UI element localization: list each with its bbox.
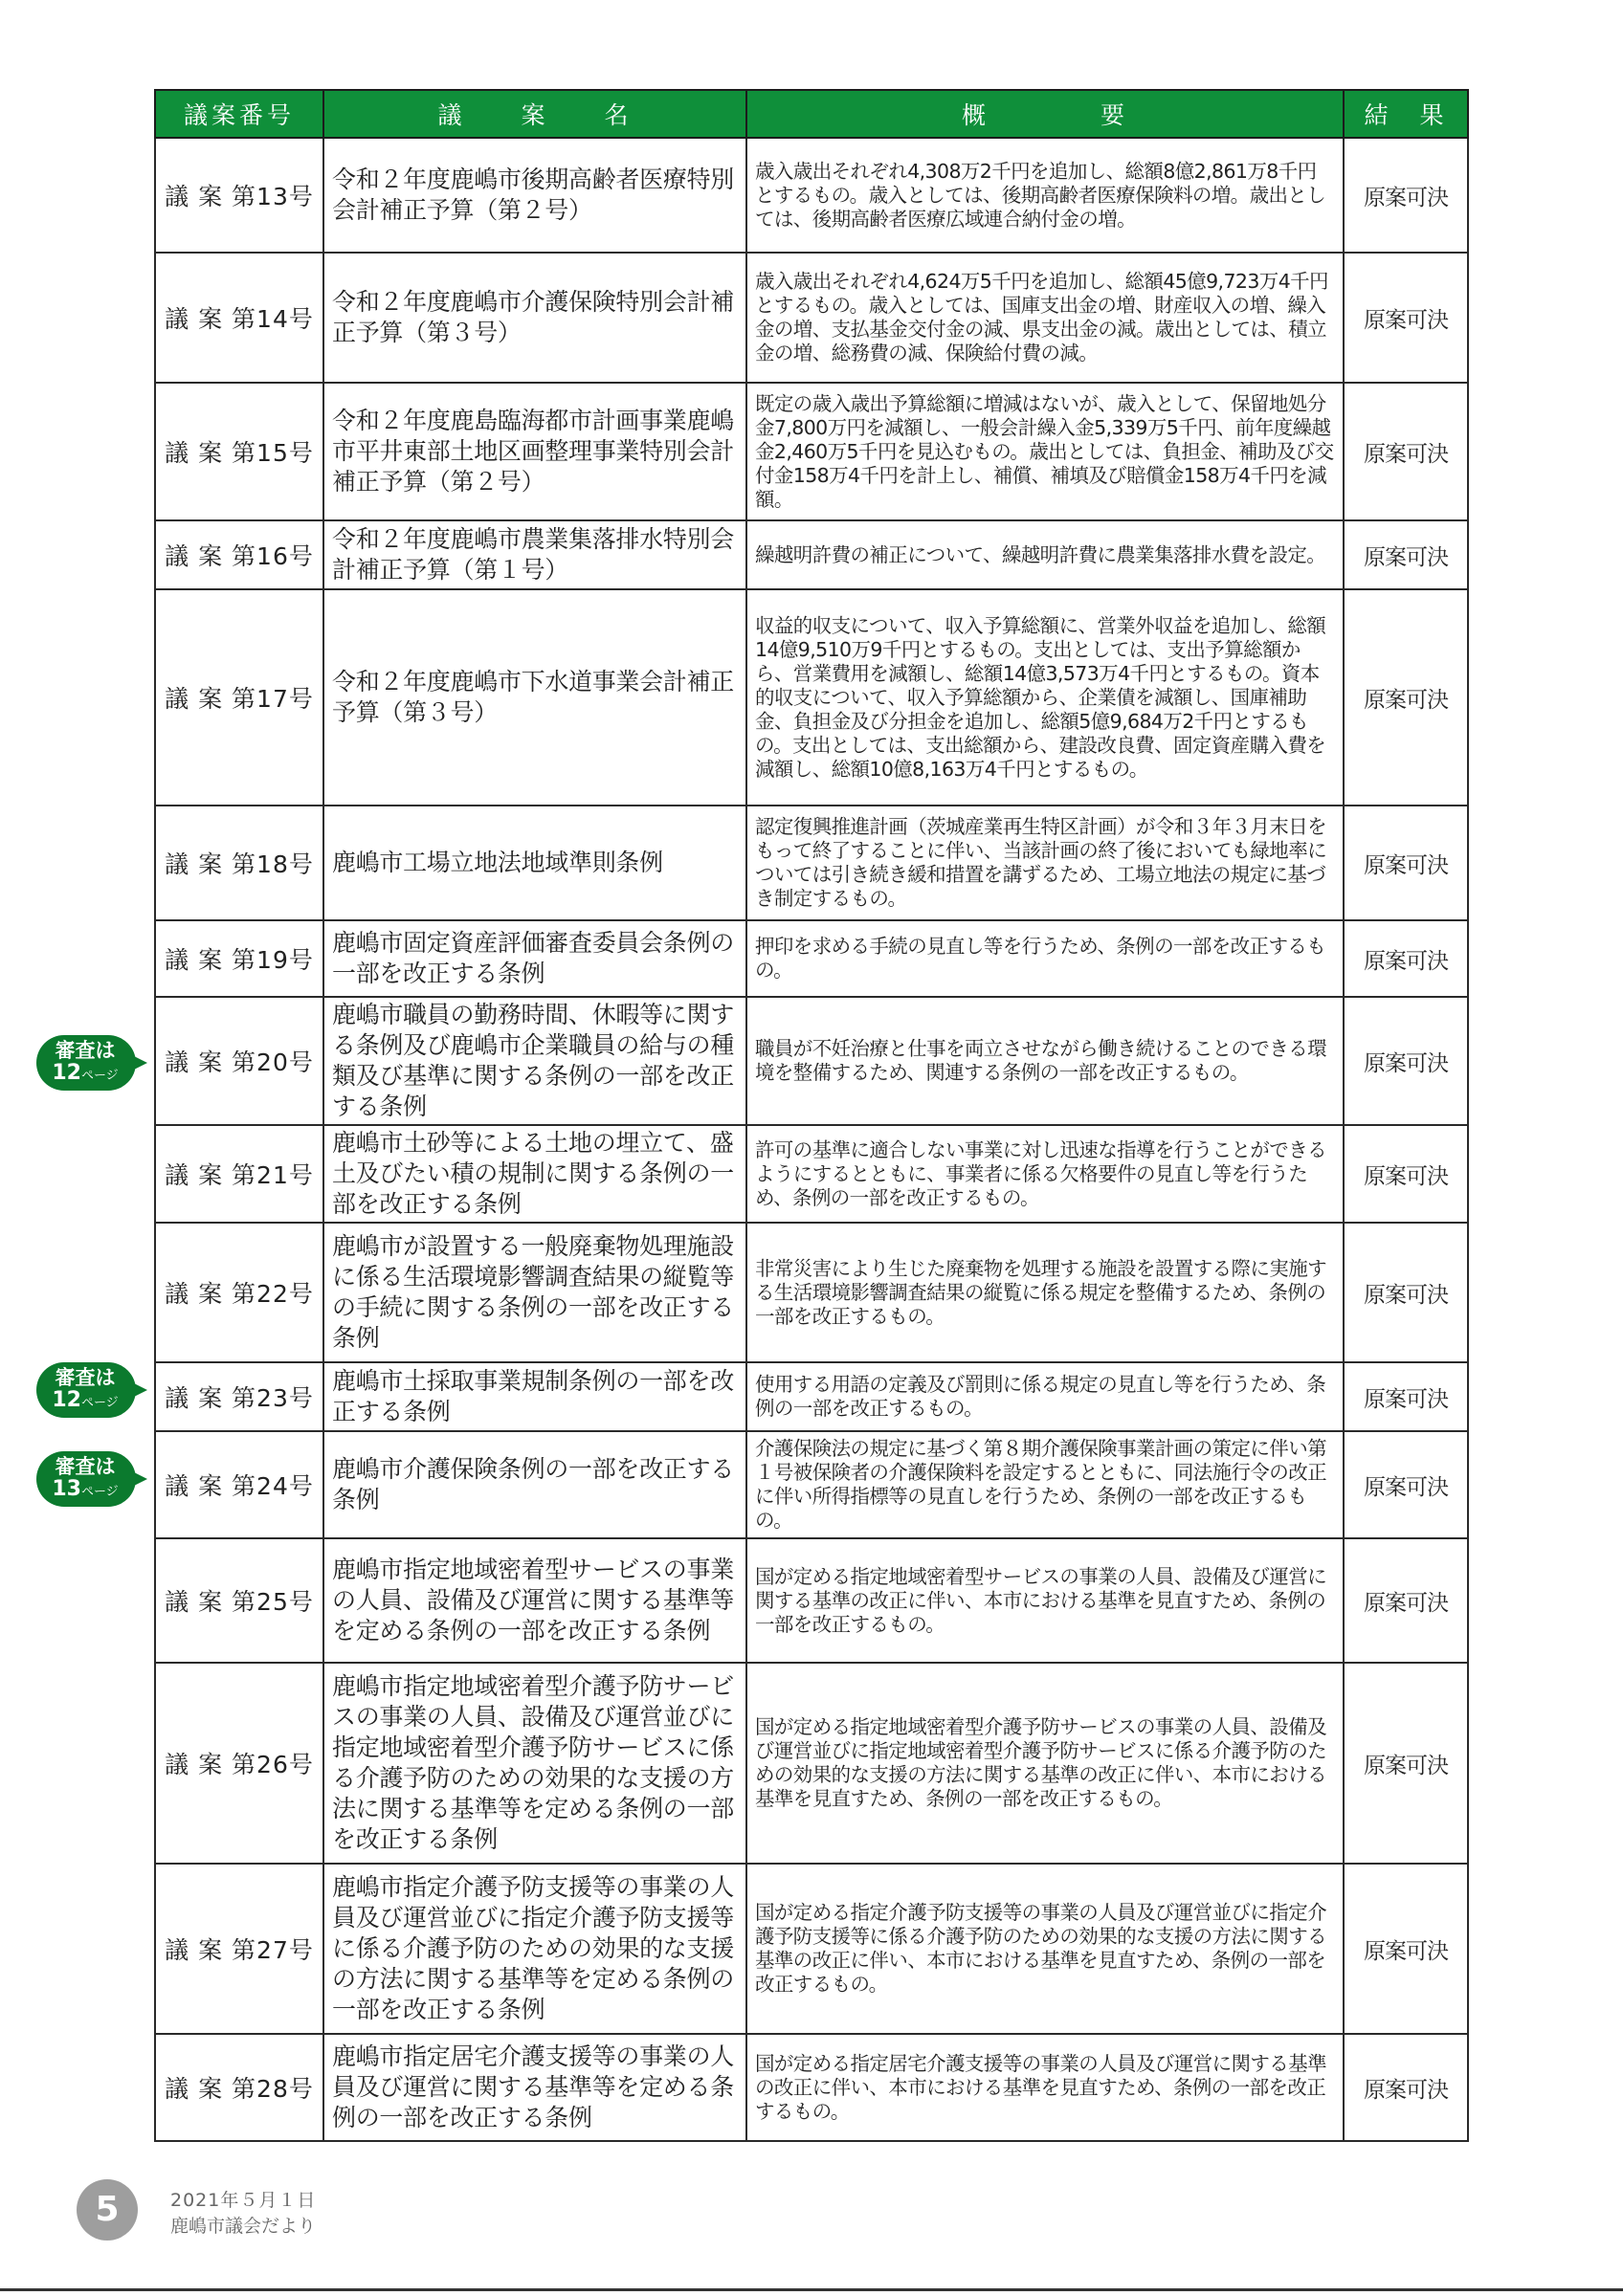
bill-title: 令和２年度鹿島臨海都市計画事業鹿嶋市平井東部土地区画整理事業特別会計補正予算（第２号）	[323, 383, 746, 520]
bill-title: 鹿嶋市が設置する一般廃棄物処理施設に係る生活環境影響調査結果の縦覧等の手続に関する条例の一部を改正する条例	[323, 1223, 746, 1362]
table-row	[155, 2034, 1468, 2141]
review-page-badge	[34, 1360, 147, 1420]
header-bill-number: 議案番号	[155, 90, 323, 138]
bill-summary: 職員が不妊治療と仕事を両立させながら働き続けることのできる環境を整備するため、関連する条例の一部を改正するもの。	[746, 997, 1344, 1125]
bill-title: 令和２年度鹿嶋市下水道事業会計補正予算（第３号）	[323, 589, 746, 806]
bill-title: 鹿嶋市指定介護予防支援等の事業の人員及び運営並びに指定介護予防支援等に係る介護予防のための効果的な支援の方法に関する基準等を定める条例の一部を改正する条例	[323, 1864, 746, 2034]
bill-title: 令和２年度鹿嶋市介護保険特別会計補正予算（第３号）	[323, 253, 746, 383]
bill-title: 鹿嶋市土砂等による土地の埋立て、盛土及びたい積の規制に関する条例の一部を改正する条例	[323, 1125, 746, 1223]
review-page-badge	[34, 1033, 147, 1093]
table-row	[155, 1663, 1468, 1864]
bill-number: 議 案 第16号	[155, 520, 323, 589]
bill-title: 鹿嶋市工場立地法地域準則条例	[323, 806, 746, 920]
header-bill-title: 議 案 名	[323, 90, 746, 138]
bill-number: 議 案 第21号	[155, 1125, 323, 1223]
bill-result: 原案可決	[1344, 806, 1468, 920]
bill-result: 原案可決	[1344, 383, 1468, 520]
bill-number: 議 案 第13号	[155, 138, 323, 253]
bill-title: 鹿嶋市土採取事業規制条例の一部を改正する条例	[323, 1362, 746, 1431]
table-row	[155, 1223, 1468, 1362]
bill-number: 議 案 第27号	[155, 1864, 323, 2034]
table-row	[155, 806, 1468, 920]
bill-number: 議 案 第23号	[155, 1362, 323, 1431]
bill-summary: 歳入歳出それぞれ4,624万5千円を追加し、総額45億9,723万4千円とするもの。歳入としては、国庫支出金の増、財産収入の増、繰入金の増、支払基金交付金の減、県支出金の減。歳出としては、積立金の増、総務費の減、保険給付費の減。	[746, 253, 1344, 383]
badge-label: 審査は	[55, 1366, 116, 1389]
bill-summary: 使用する用語の定義及び罰則に係る規定の見直し等を行うため、条例の一部を改正するもの。	[746, 1362, 1344, 1431]
bill-title: 鹿嶋市指定地域密着型サービスの事業の人員、設備及び運営に関する基準等を定める条例の一部を改正する条例	[323, 1538, 746, 1663]
bill-number: 議 案 第20号	[155, 997, 323, 1125]
bill-result: 原案可決	[1344, 1362, 1468, 1431]
bill-number: 議 案 第28号	[155, 2034, 323, 2141]
header-result: 結 果	[1344, 90, 1468, 138]
bottom-rule	[0, 2288, 1623, 2291]
bill-summary: 既定の歳入歳出予算総額に増減はないが、歳入として、保留地処分金7,800万円を減額し、一般会計繰入金5,339万5千円、前年度繰越金2,460万5千円を見込むもの。歳出としては、負担金、補助及び交付金158万4千円を計上し、補償、補填及び賠償金158万4千円を減額。	[746, 383, 1344, 520]
bills-table	[154, 89, 1469, 2142]
bill-result: 原案可決	[1344, 1431, 1468, 1538]
bill-number: 議 案 第26号	[155, 1663, 323, 1864]
table-row	[155, 920, 1468, 997]
bill-title: 鹿嶋市指定居宅介護支援等の事業の人員及び運営に関する基準等を定める条例の一部を改正する条例	[323, 2034, 746, 2141]
bill-summary: 収益的収支について、収入予算総額に、営業外収益を追加し、総額14億9,510万9千円とするもの。支出としては、支出予算総額から、営業費用を減額し、総額14億3,573万4千円とするもの。資本的収支について、収入予算総額から、企業債を減額し、国庫補助金、負担金及び分担金を追加し、総額5億9,684万2千円とするもの。支出としては、支出総額から、建設改良費、固定資産購入費を減額し、総額10億8,163万4千円とするもの。	[746, 589, 1344, 806]
table-row	[155, 997, 1468, 1125]
badge-label: 審査は	[55, 1039, 116, 1062]
badge-page: 12ページ	[52, 1388, 119, 1412]
badge-label: 審査は	[55, 1455, 116, 1478]
table-header-row	[155, 90, 1468, 138]
bill-title: 鹿嶋市固定資産評価審査委員会条例の一部を改正する条例	[323, 920, 746, 997]
bill-result: 原案可決	[1344, 997, 1468, 1125]
bill-summary: 国が定める指定介護予防支援等の事業の人員及び運営並びに指定介護予防支援等に係る介護予防のための効果的な支援の方法に関する基準の改正に伴い、本市における基準を見直すため、条例の一部を改正するもの。	[746, 1864, 1344, 2034]
bill-title: 令和２年度鹿嶋市後期高齢者医療特別会計補正予算（第２号）	[323, 138, 746, 253]
table-row	[155, 1538, 1468, 1663]
review-page-badge	[34, 1449, 147, 1509]
page-number: 5	[77, 2179, 138, 2241]
table-row	[155, 1431, 1468, 1538]
table-row	[155, 589, 1468, 806]
bill-number: 議 案 第17号	[155, 589, 323, 806]
bill-summary: 歳入歳出それぞれ4,308万2千円を追加し、総額8億2,861万8千円とするもの。歳入としては、後期高齢者医療保険料の増。歳出としては、後期高齢者医療広域連合納付金の増。	[746, 138, 1344, 253]
bill-summary: 国が定める指定居宅介護支援等の事業の人員及び運営に関する基準の改正に伴い、本市における基準を見直すため、条例の一部を改正するもの。	[746, 2034, 1344, 2141]
bill-summary: 許可の基準に適合しない事業に対し迅速な指導を行うことができるようにするとともに、事業者に係る欠格要件の見直し等を行うため、条例の一部を改正するもの。	[746, 1125, 1344, 1223]
badge-page: 12ページ	[52, 1061, 119, 1085]
bill-summary: 介護保険法の規定に基づく第８期介護保険事業計画の策定に伴い第１号被保険者の介護保険料を設定するとともに、同法施行令の改正に伴い所得指標等の見直しを行うため、条例の一部を改正するもの。	[746, 1431, 1344, 1538]
bill-number: 議 案 第25号	[155, 1538, 323, 1663]
table-row	[155, 1362, 1468, 1431]
publication-title: 鹿嶋市議会だより	[170, 2216, 317, 2237]
bill-summary: 非常災害により生じた廃棄物を処理する施設を設置する際に実施する生活環境影響調査結果の縦覧に係る規定を整備するため、条例の一部を改正するもの。	[746, 1223, 1344, 1362]
bill-number: 議 案 第19号	[155, 920, 323, 997]
bill-title: 鹿嶋市介護保険条例の一部を改正する条例	[323, 1431, 746, 1538]
bill-number: 議 案 第18号	[155, 806, 323, 920]
bill-title: 鹿嶋市職員の勤務時間、休暇等に関する条例及び鹿嶋市企業職員の給与の種類及び基準に関する条例の一部を改正する条例	[323, 997, 746, 1125]
bill-title: 鹿嶋市指定地域密着型介護予防サービスの事業の人員、設備及び運営並びに指定地域密着型介護予防サービスに係る介護予防のための効果的な支援の方法に関する基準等を定める条例の一部を改正する条例	[323, 1663, 746, 1864]
table-row	[155, 1864, 1468, 2034]
bill-result: 原案可決	[1344, 1663, 1468, 1864]
bill-summary: 押印を求める手続の見直し等を行うため、条例の一部を改正するもの。	[746, 920, 1344, 997]
badge-page: 13ページ	[52, 1477, 119, 1501]
bill-title: 令和２年度鹿嶋市農業集落排水特別会計補正予算（第１号）	[323, 520, 746, 589]
bill-summary: 国が定める指定地域密着型サービスの事業の人員、設備及び運営に関する基準の改正に伴い、本市における基準を見直すため、条例の一部を改正するもの。	[746, 1538, 1344, 1663]
bill-result: 原案可決	[1344, 2034, 1468, 2141]
bill-summary: 国が定める指定地域密着型介護予防サービスの事業の人員、設備及び運営並びに指定地域密着型介護予防サービスに係る介護予防のための効果的な支援の方法に関する基準の改正に伴い、本市における基準を見直すため、条例の一部を改正するもの。	[746, 1663, 1344, 1864]
issue-date: 2021年５月１日	[170, 2190, 317, 2211]
table-row	[155, 138, 1468, 253]
bill-result: 原案可決	[1344, 1538, 1468, 1663]
header-summary: 概 要	[746, 90, 1344, 138]
bill-result: 原案可決	[1344, 589, 1468, 806]
bill-number: 議 案 第22号	[155, 1223, 323, 1362]
bill-result: 原案可決	[1344, 138, 1468, 253]
table-row	[155, 520, 1468, 589]
bill-number: 議 案 第15号	[155, 383, 323, 520]
bill-result: 原案可決	[1344, 520, 1468, 589]
bill-number: 議 案 第24号	[155, 1431, 323, 1538]
bill-result: 原案可決	[1344, 1223, 1468, 1362]
bill-number: 議 案 第14号	[155, 253, 323, 383]
bill-result: 原案可決	[1344, 1125, 1468, 1223]
bill-summary: 繰越明許費の補正について、繰越明許費に農業集落排水費を設定。	[746, 520, 1344, 589]
table-row	[155, 383, 1468, 520]
bill-result: 原案可決	[1344, 920, 1468, 997]
bill-result: 原案可決	[1344, 253, 1468, 383]
bill-summary: 認定復興推進計画（茨城産業再生特区計画）が令和３年３月末日をもって終了することに伴い、当該計画の終了後においても緑地率については引き続き緩和措置を講ずるため、工場立地法の規定に基づき制定するもの。	[746, 806, 1344, 920]
bill-result: 原案可決	[1344, 1864, 1468, 2034]
table-row	[155, 1125, 1468, 1223]
table-row	[155, 253, 1468, 383]
